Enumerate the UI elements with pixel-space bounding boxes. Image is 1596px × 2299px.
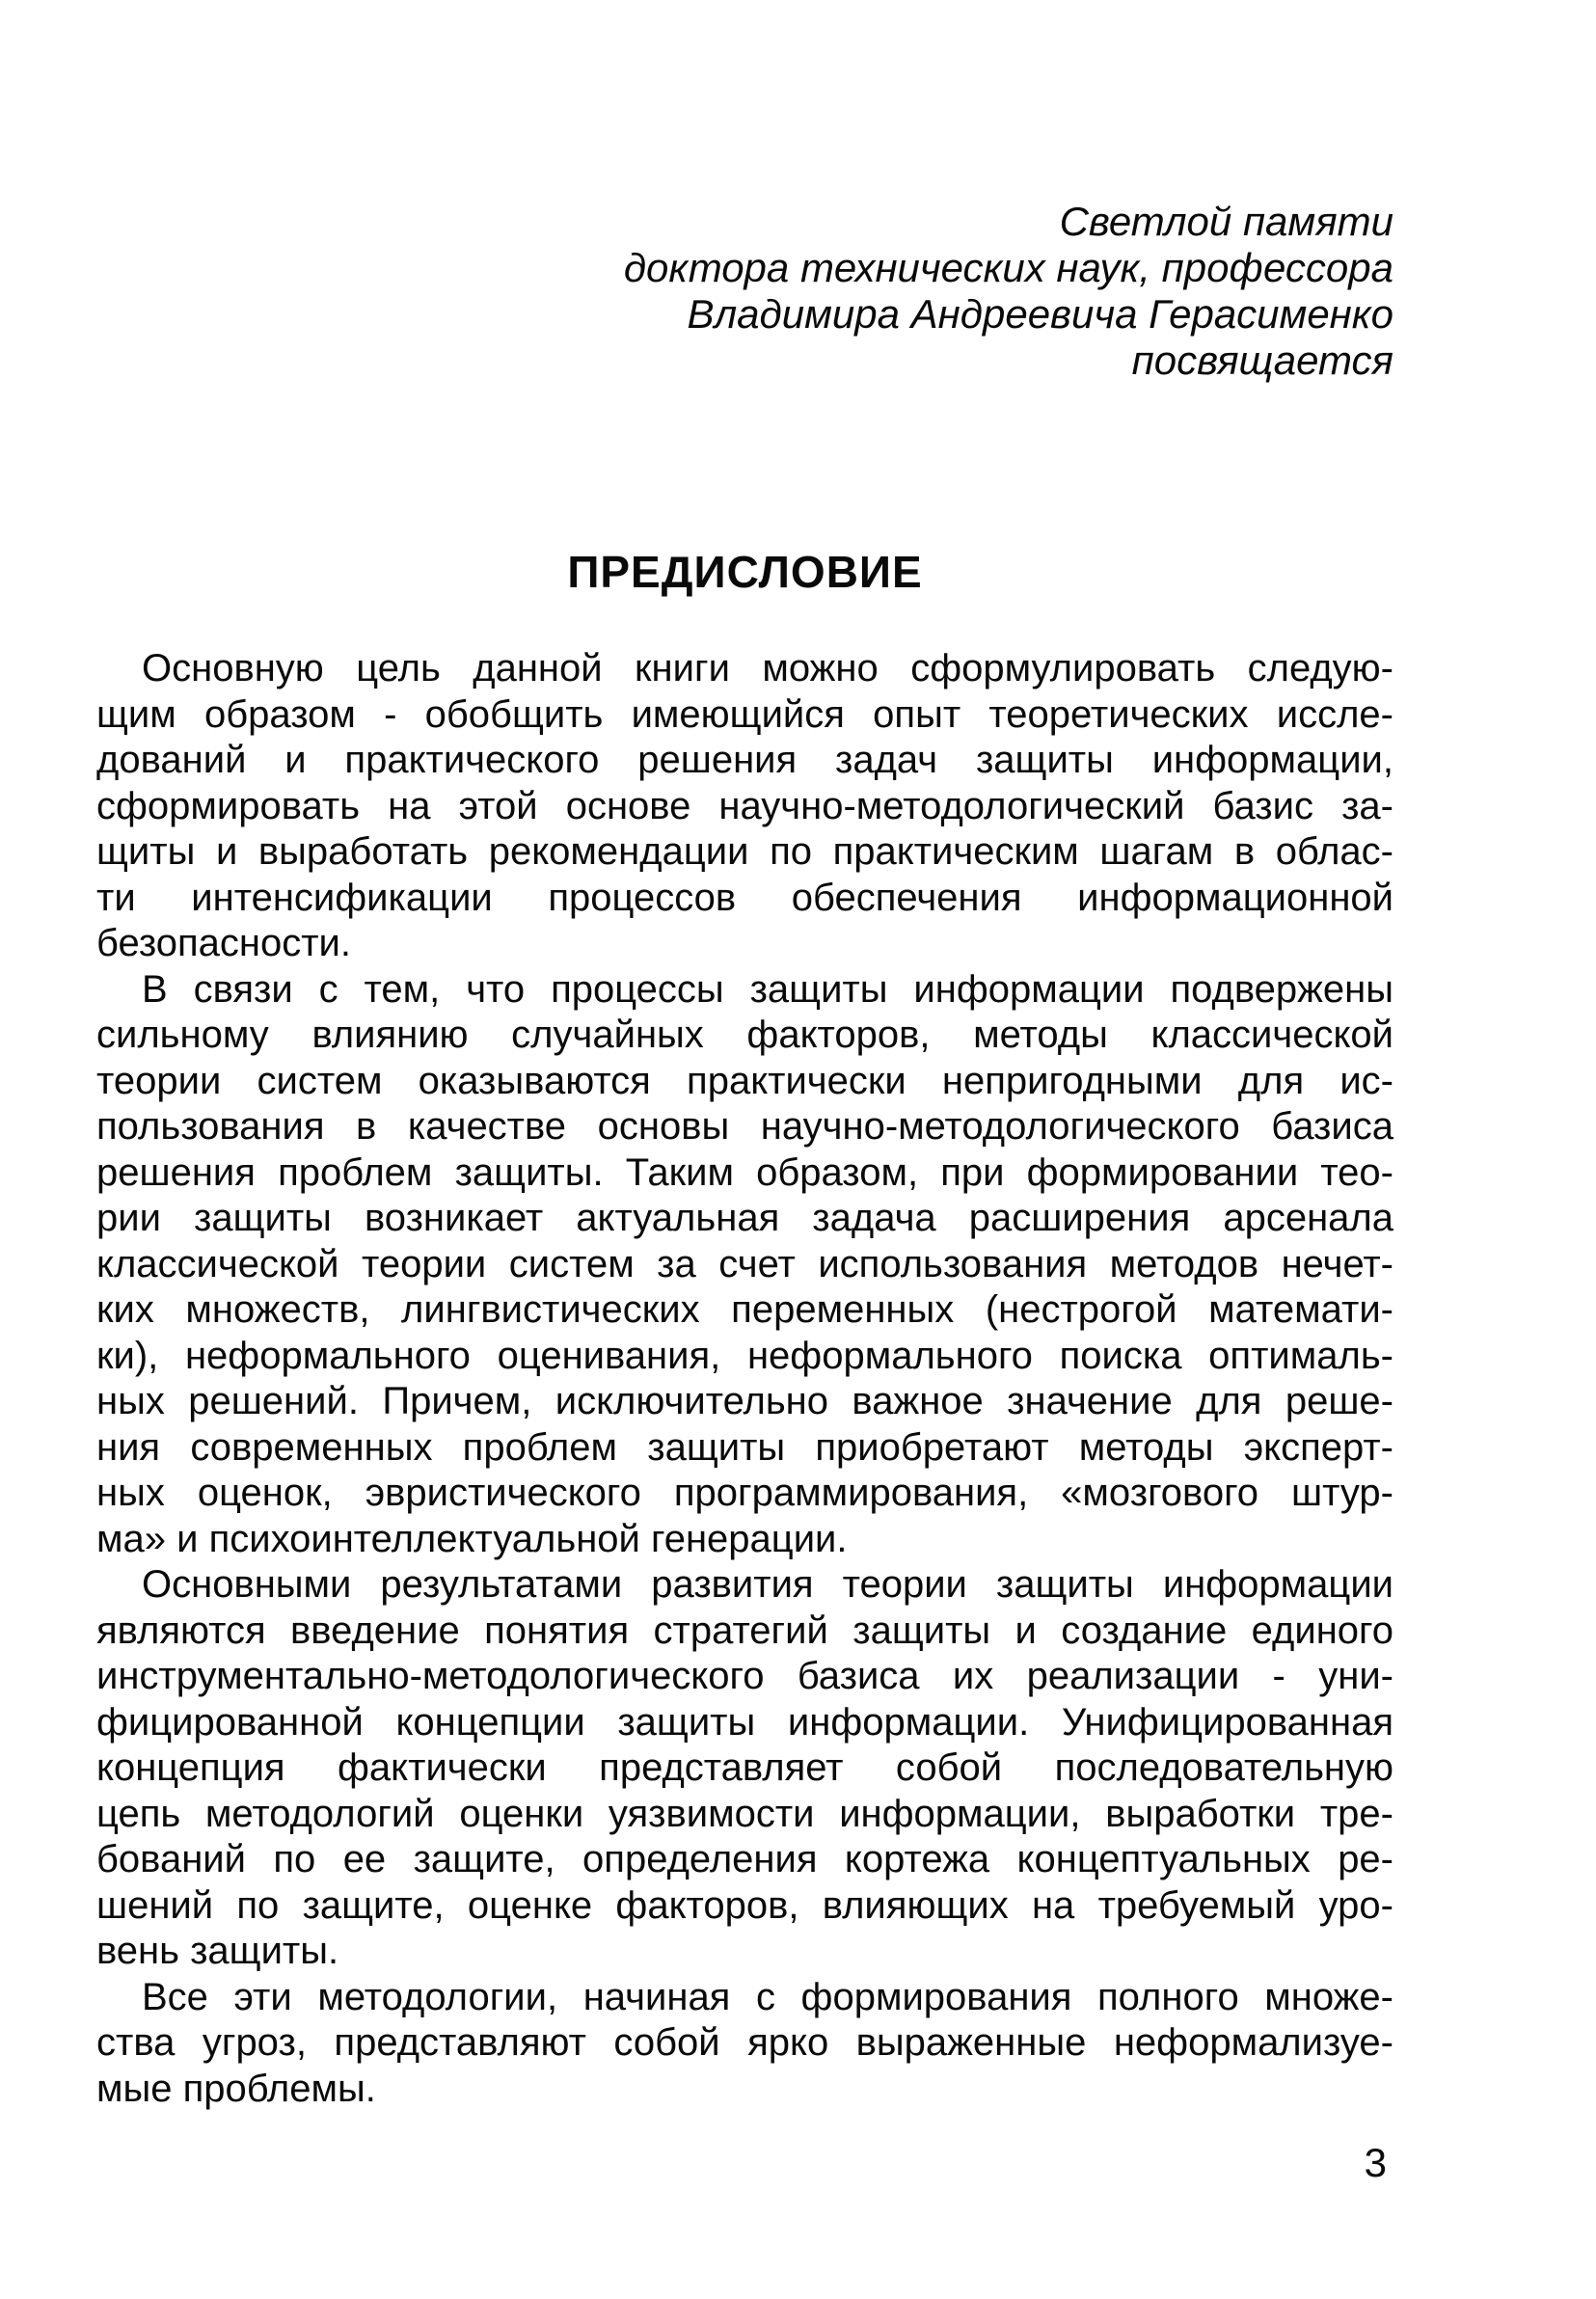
text-line: цепь методологий оценки уязвимости информации, выработки тре- bbox=[96, 1792, 1393, 1835]
paragraph bbox=[96, 967, 1393, 1563]
text-line: Основную цель данной книги можно сформулировать следую- bbox=[142, 647, 1393, 690]
page-title: ПРЕДИСЛОВИЕ bbox=[567, 547, 923, 597]
text-line: ти интенсификации процессов обеспечения информационной bbox=[96, 876, 1393, 919]
text-line: пользования в качестве основы научно-методологического базиса bbox=[96, 1105, 1393, 1148]
text-line: бований по ее защите, определения кортежа концептуальных ре- bbox=[96, 1838, 1393, 1880]
text-line: щим образом - обобщить имеющийся опыт теоретических иссле- bbox=[96, 692, 1393, 736]
text-line: концепция фактически представляет собой последовательную bbox=[96, 1746, 1393, 1789]
text-line: ких множеств, лингвистических переменных (нестрогой математи- bbox=[96, 1288, 1393, 1331]
text-line: ных оценок, эвристического программирования, «мозгового штур- bbox=[96, 1472, 1393, 1514]
paragraph bbox=[96, 646, 1393, 967]
dedication-line: Светлой памяти bbox=[1059, 199, 1393, 244]
text-line: ния современных проблем защиты приобретают методы эксперт- bbox=[96, 1425, 1393, 1469]
text-line: являются введение понятия стратегий защиты и создание единого bbox=[96, 1609, 1393, 1652]
text-line: ных решений. Причем, исключительно важное значение для реше- bbox=[96, 1380, 1393, 1422]
text-line: Все эти методологии, начиная с формирования полного множе- bbox=[142, 1975, 1393, 2018]
text-line: рии защиты возникает актуальная задача расширения арсенала bbox=[96, 1197, 1393, 1239]
text-line: мые проблемы. bbox=[96, 2067, 376, 2110]
dedication bbox=[96, 199, 1393, 384]
text-line: безопасности. bbox=[96, 922, 351, 964]
text-line: щиты и выработать рекомендации по практическим шагам в облас- bbox=[96, 830, 1393, 873]
text-line: решения проблем защиты. Таким образом, при формировании тео- bbox=[96, 1150, 1393, 1194]
text-line: шений по защите, оценке факторов, влияющих на требуемый уро- bbox=[96, 1883, 1393, 1927]
preface-body bbox=[96, 646, 1393, 2112]
text-line: классической теории систем за счет использования методов нечет- bbox=[96, 1242, 1393, 1285]
text-line: фицированной концепции защиты информации. Унифицированная bbox=[96, 1700, 1393, 1744]
page-number: 3 bbox=[1364, 2140, 1387, 2185]
text-line: сильному влиянию случайных факторов, методы классической bbox=[96, 1014, 1393, 1056]
text-line: ма» и психоинтеллектуальной генерации. bbox=[96, 1517, 848, 1560]
text-line: инструментально-методологического базиса их реализации - уни- bbox=[96, 1655, 1393, 1697]
dedication-line: посвящается bbox=[1131, 338, 1393, 383]
text-line: теории систем оказываются практически непригодными для ис- bbox=[96, 1059, 1393, 1102]
text-line: В связи с тем, что процессы защиты информации подвержены bbox=[142, 967, 1393, 1011]
dedication-line: доктора технических наук, профессора bbox=[623, 245, 1393, 290]
paragraph bbox=[96, 1562, 1393, 1975]
text-line: вень защиты. bbox=[96, 1930, 339, 1972]
paragraph bbox=[96, 1975, 1393, 2113]
text-line: дований и практического решения задач защиты информации, bbox=[96, 739, 1393, 781]
text-line: Основными результатами развития теории защиты информации bbox=[142, 1563, 1393, 1606]
dedication-line: Владимира Андреевича Герасименко bbox=[687, 291, 1393, 337]
text-line: ки), неформального оценивания, неформального поиска оптималь- bbox=[96, 1334, 1393, 1377]
text-line: ства угроз, представляют собой ярко выраженные неформализуе- bbox=[96, 2021, 1393, 2064]
text-line: сформировать на этой основе научно-методологический базис за- bbox=[96, 784, 1393, 827]
